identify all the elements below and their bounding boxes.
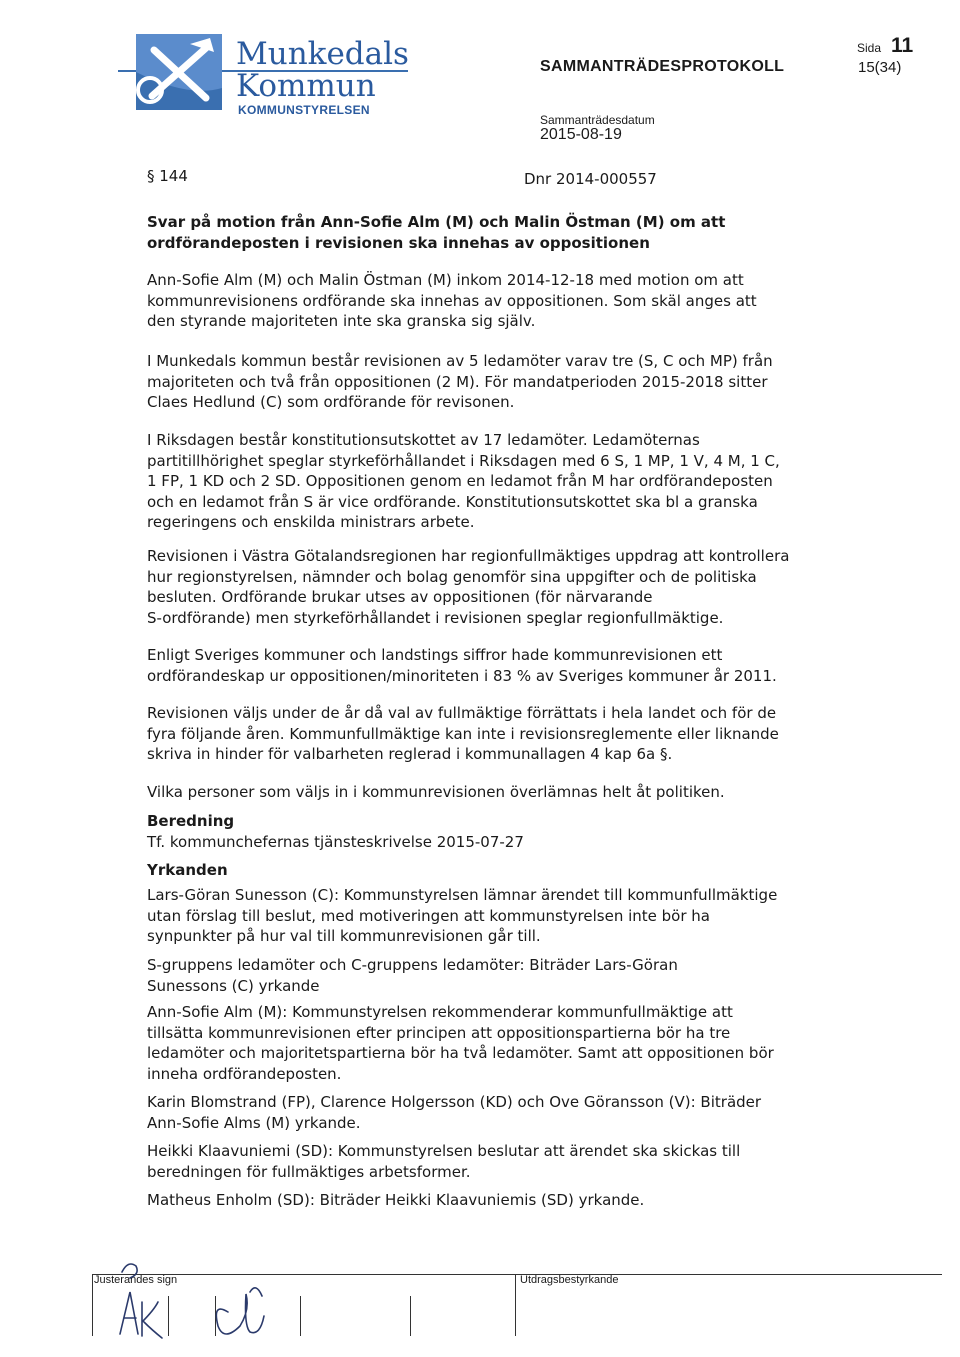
meeting-date-label: Sammanträdesdatum <box>540 113 655 127</box>
document-title: SAMMANTRÄDESPROTOKOLL <box>540 58 785 75</box>
yrkande-item: Ann-Sofie Alm (M): Kommunstyrelsen rekommenderar kommunfullmäktige att tillsätta kommunrevisionen efter principen att oppositionspartierna bör ha tre ledamöter och majoritetspartierna bör ha två ledamöter. Samt att oppositionen bör inneha ordförandeposten. <box>147 1003 774 1083</box>
footer-divider <box>300 1296 301 1336</box>
meeting-date-value: 2015-08-19 <box>540 126 622 143</box>
page-number: 11 <box>891 34 914 57</box>
footer-divider <box>515 1274 516 1336</box>
page-label: Sida <box>857 41 882 55</box>
yrkanden-heading: Yrkanden <box>147 861 228 879</box>
body-paragraph: Enligt Sveriges kommuner och landstings siffror hade kommunrevisionen ett ordförandeskap ur oppositionen/minoriteten i 83 % av Sveriges kommuner år 2011. <box>147 646 777 685</box>
signature-box-label: Justerandes sign <box>94 1274 178 1286</box>
body-paragraph: Revisionen i Västra Götalandsregionen har regionfullmäktiges uppdrag att kontrollera hur regionstyrelsen, nämnder och bolag genomför sina uppgifter och de politiska besluten. Ordförande brukar utses av oppositionen (för närvarande S-ordförande) men styrkeförhållandet i revisionen speglar regionfullmäktige. <box>147 547 790 627</box>
body-paragraph: I Riksdagen består konstitutionsutskottet av 17 ledamöter. Ledamöternas partitillhörighet speglar styrkeförhållandet i Riksdagen med 6 S, 1 MP, 1 V, 4 M, 1 C, 1 FP, 1 KD och 2 SD. Oppositionen genom en ledamot från M har ordförandeposten och en ledamot från S är vice ordförande. Konstitutionsutskottet ska bl a granska regeringens och enskilda ministrars arbete. <box>147 431 780 531</box>
paragraph-number: § 144 <box>147 167 188 185</box>
logo-name-line2: Kommun <box>236 68 376 104</box>
body-paragraph: I Munkedals kommun består revisionen av 5 ledamöter varav tre (S, C och MP) från majoriteten och två från oppositionen (2 M). För mandatperioden 2015-2018 sitter Claes Hedlund (C) som ordförande för revisonen. <box>147 352 773 411</box>
yrkande-item: S-gruppens ledamöter och C-gruppens ledamöter: Biträder Lars-Göran Sunessons (C) yrkande <box>147 956 678 995</box>
body-paragraph: Ann-Sofie Alm (M) och Malin Östman (M) inkom 2014-12-18 med motion om att kommunrevisionens ordförande ska innehas av oppositionen. Som skäl anges att den styrande majoriteten inte ska granska sig själv. <box>147 271 757 330</box>
body-paragraph: Vilka personer som väljs in i kommunrevisionen överlämnas helt åt politiken. <box>147 783 725 801</box>
handwritten-initials <box>100 1252 300 1347</box>
extract-box-label: Utdragsbestyrkande <box>520 1274 619 1286</box>
footer-divider <box>92 1274 93 1336</box>
logo-name-line1: Munkedals <box>236 36 409 72</box>
yrkande-item: Karin Blomstrand (FP), Clarence Holgersson (KD) och Ove Göransson (V): Biträder Ann-Sofie Alms (M) yrkande. <box>147 1093 762 1132</box>
footer-divider <box>410 1296 411 1336</box>
logo-subtitle: KOMMUNSTYRELSEN <box>238 103 370 117</box>
page-total: 15(34) <box>858 59 902 76</box>
yrkande-item: Matheus Enholm (SD): Biträder Heikki Klaavuniemis (SD) yrkande. <box>147 1191 645 1209</box>
yrkande-item: Heikki Klaavuniemi (SD): Kommunstyrelsen beslutar att ärendet ska skickas till beredningen för fullmäktiges arbetsformer. <box>147 1142 741 1181</box>
beredning-heading: Beredning <box>147 812 235 830</box>
beredning-text: Tf. kommunchefernas tjänsteskrivelse 2015-07-27 <box>147 833 524 851</box>
registration-number: Dnr 2014-000557 <box>524 170 657 188</box>
municipal-crest-icon <box>128 28 232 114</box>
section-title: Svar på motion från Ann-Sofie Alm (M) och Malin Östman (M) om att ordförandeposten i revisionen ska innehas av oppositionen <box>147 213 726 252</box>
body-paragraph: Revisionen väljs under de år då val av fullmäktige förrättats i hela landet och för de fyra följande åren. Kommunfullmäktige kan inte i revisionsreglemente eller liknande skriva in hinder för valbarheten reglerad i kommunallagen 4 kap 6a §. <box>147 704 779 763</box>
yrkande-item: Lars-Göran Sunesson (C): Kommunstyrelsen lämnar ärendet till kommunfullmäktige utan förslag till beslut, med motiveringen att kommunstyrelsen inte bör ha synpunkter på hur val till kommunrevisionen går till. <box>147 886 778 945</box>
